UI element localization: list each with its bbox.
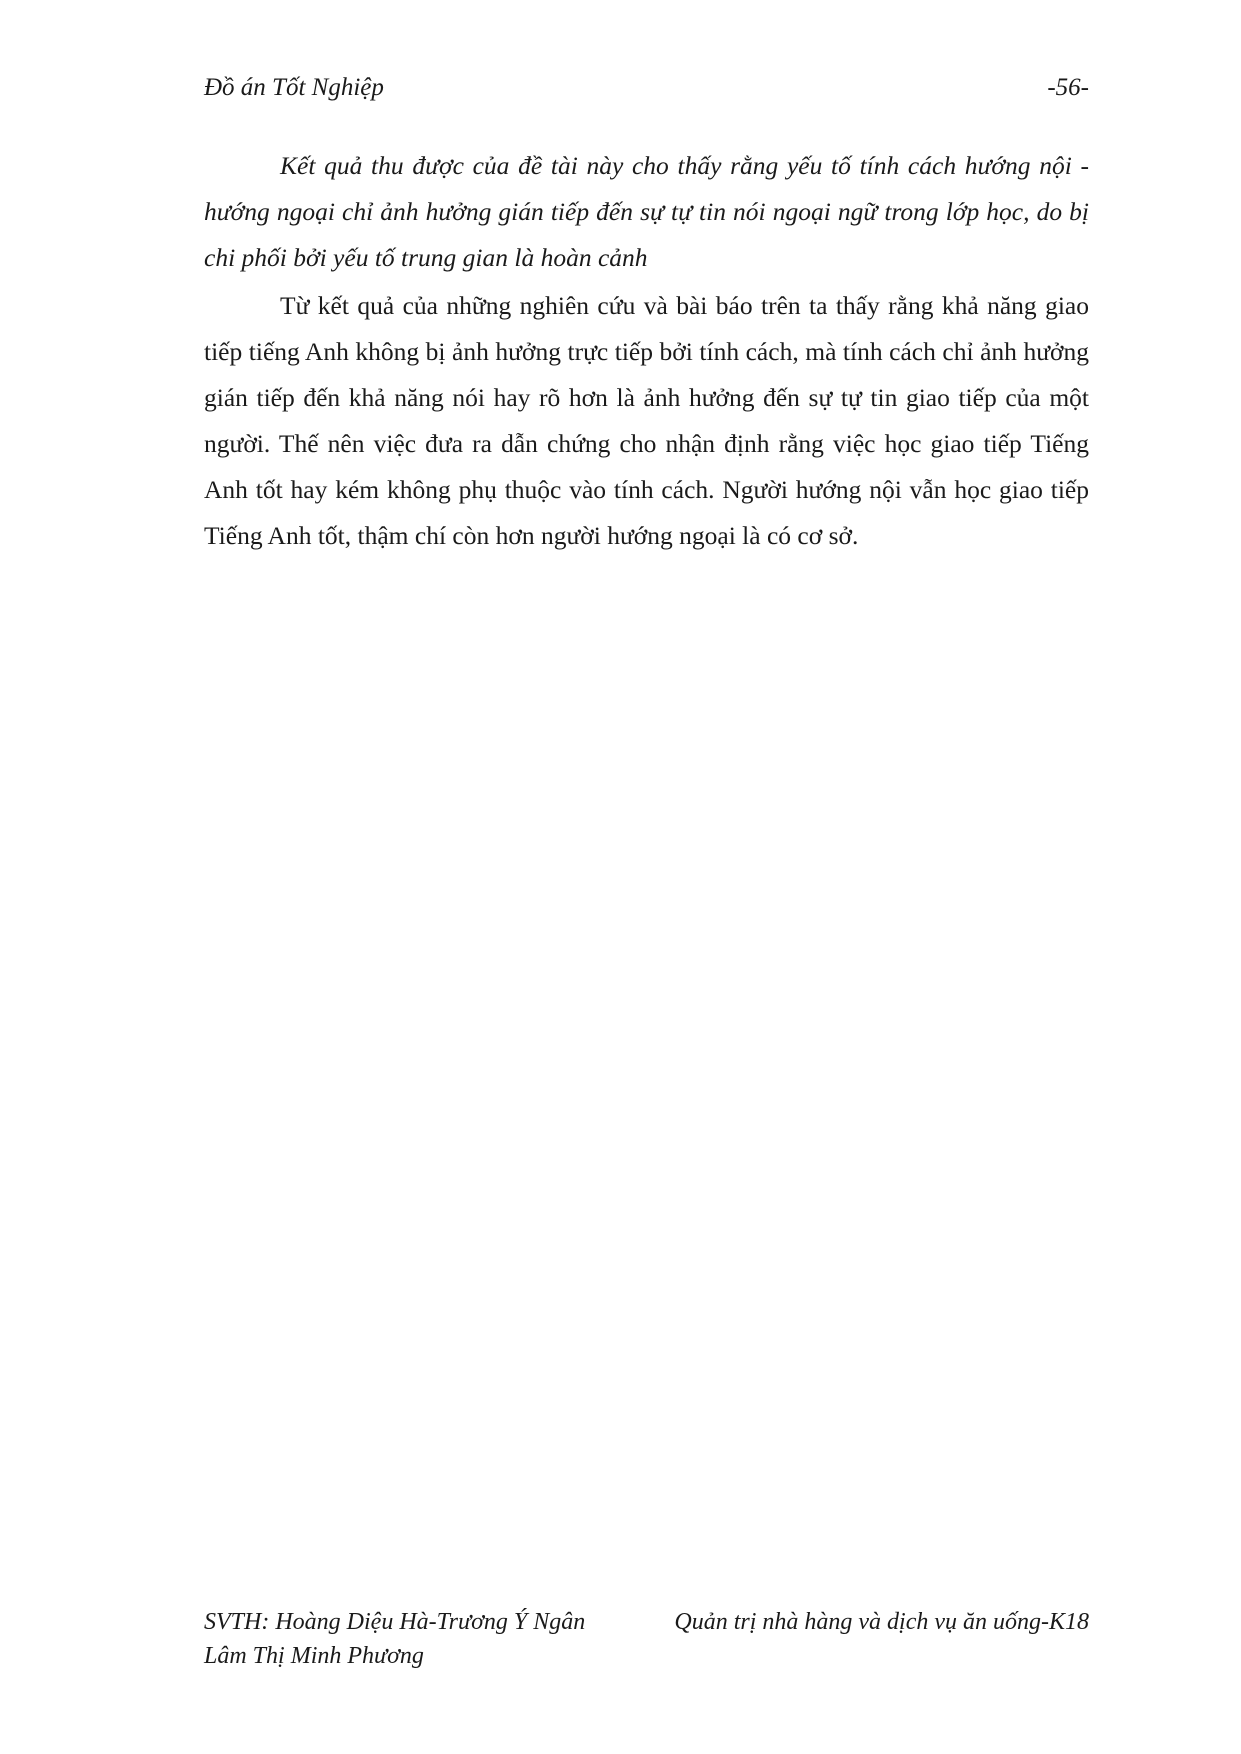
body-paragraph: Từ kết quả của những nghiên cứu và bài báo trên ta thấy rằng khả năng giao tiếp tiếng Anh không bị ảnh hưởng trực tiếp bởi tính cách, mà tính cách chỉ ảnh hưởng gián tiếp đến khả năng nói hay rõ hơn là ảnh hưởng đến sự tự tin giao tiếp của một người. Thế nên việc đưa ra dẫn chứng cho nhận định rằng việc học giao tiếp Tiếng Anh tốt hay kém không phụ thuộc vào tính cách. Người hướng nội vẫn học giao tiếp Tiếng Anh tốt, thậm chí còn hơn người hướng ngoại là có cơ sở. xyxy=(204,291,1089,550)
header-title: Đồ án Tốt Nghiệp xyxy=(204,74,384,101)
footer-authors xyxy=(204,1605,585,1673)
italic-paragraph: Kết quả thu được của đề tài này cho thấy rằng yếu tố tính cách hướng nội - hướng ngoại chỉ ảnh hưởng gián tiếp đến sự tự tin nói ngoại ngữ trong lớp học, do bị chi phối bởi yếu tố trung gian là hoàn cảnh xyxy=(204,151,1089,272)
footer-authors-line-2: Lâm Thị Minh Phương xyxy=(204,1643,424,1669)
page-header xyxy=(204,74,1089,108)
page-footer xyxy=(204,1605,1089,1685)
page-number: -56- xyxy=(1047,74,1089,101)
footer-program-text: Quản trị nhà hàng và dịch vụ ăn uống-K18 xyxy=(674,1609,1089,1635)
footer-authors-line-1: SVTH: Hoàng Diệu Hà-Trương Ý Ngân xyxy=(204,1609,586,1635)
footer-program xyxy=(674,1605,1089,1639)
